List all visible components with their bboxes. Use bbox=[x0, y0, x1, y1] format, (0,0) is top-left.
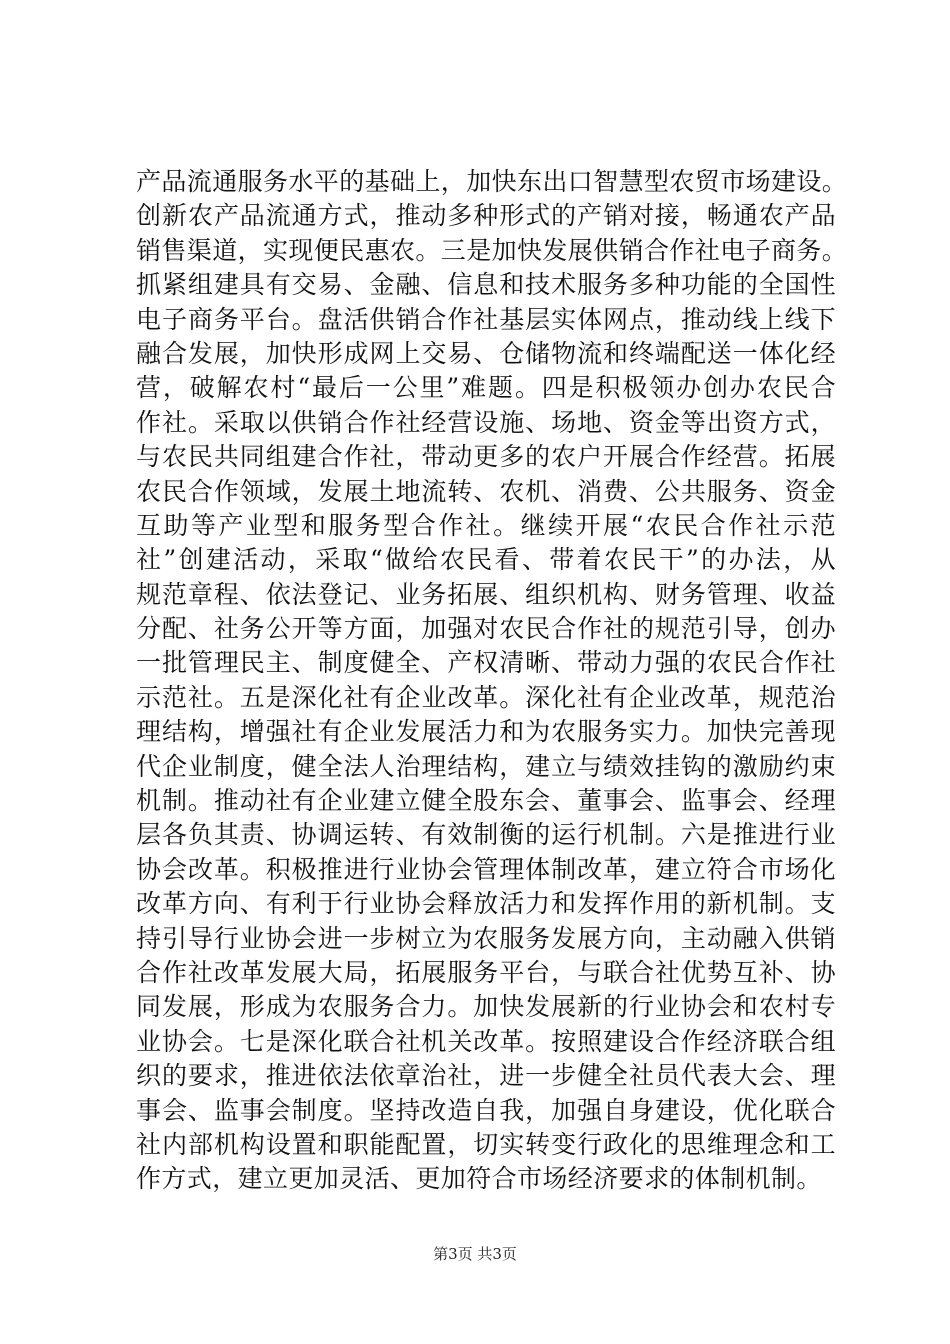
body-paragraph bbox=[136, 165, 848, 1197]
text-line-3: 销售渠道，实现便民惠农。三是加快发展供销合作社电子商务。 bbox=[136, 235, 848, 265]
text-line-14: 分配、社务公开等方面，加强对农民合作社的规范引导，创办 bbox=[136, 614, 836, 644]
text-line-7: 营，破解农村“最后一公里”难题。四是积极领办创办农民合 bbox=[136, 373, 836, 403]
text-line-16: 示范社。五是深化社有企业改革。深化社有企业改革，规范治 bbox=[136, 682, 836, 712]
text-line-15: 一批管理民主、制度健全、产权清晰、带动力强的农民合作社 bbox=[136, 648, 836, 678]
text-line-23: 持引导行业协会进一步树立为农服务发展方向，主动融入供销 bbox=[136, 923, 836, 953]
text-line-28: 事会、监事会制度。坚持改造自我，加强自身建设，优化联合 bbox=[136, 1095, 836, 1125]
text-line-13: 规范章程、依法登记、业务拓展、组织机构、财务管理、收益 bbox=[136, 579, 836, 609]
text-line-19: 机制。推动社有企业建立健全股东会、董事会、监事会、经理 bbox=[136, 786, 836, 816]
text-line-12: 社”创建活动，采取“做给农民看、带着农民干”的办法，从 bbox=[136, 545, 836, 575]
text-line-26: 业协会。七是深化联合社机关改革。按照建设合作经济联合组 bbox=[136, 1026, 836, 1056]
text-line-21: 协会改革。积极推进行业协会管理体制改革，建立符合市场化 bbox=[136, 854, 836, 884]
text-line-17: 理结构，增强社有企业发展活力和为农服务实力。加快完善现 bbox=[136, 717, 836, 747]
text-line-27: 织的要求，推进依法依章治社，进一步健全社员代表大会、理 bbox=[136, 1061, 836, 1091]
text-line-2: 创新农产品流通方式，推动多种形式的产销对接，畅通农产品 bbox=[136, 201, 836, 231]
page-number-footer: 第3页 共3页 bbox=[433, 1245, 517, 1263]
text-line-30: 作方式，建立更加灵活、更加符合市场经济要求的体制机制。 bbox=[136, 1164, 822, 1194]
text-line-22: 改革方向、有利于行业协会释放活力和发挥作用的新机制。支 bbox=[136, 889, 836, 919]
text-line-29: 社内部机构设置和职能配置，切实转变行政化的思维理念和工 bbox=[136, 1129, 836, 1159]
text-line-20: 层各负其责、协调运转、有效制衡的运行机制。六是推进行业 bbox=[136, 820, 836, 850]
text-line-18: 代企业制度，健全法人治理结构，建立与绩效挂钩的激励约束 bbox=[136, 751, 836, 781]
text-line-25: 同发展，形成为农服务合力。加快发展新的行业协会和农村专 bbox=[136, 992, 836, 1022]
text-line-24: 合作社改革发展大局，拓展服务平台，与联合社优势互补、协 bbox=[136, 957, 836, 987]
text-line-5: 电子商务平台。盘活供销合作社基层实体网点，推动线上线下 bbox=[136, 304, 836, 334]
text-line-6: 融合发展，加快形成网上交易、仓储物流和终端配送一体化经 bbox=[136, 338, 836, 368]
text-line-1: 产品流通服务水平的基础上，加快东出口智慧型农贸市场建设。 bbox=[136, 167, 848, 196]
text-line-4: 抓紧组建具有交易、金融、信息和技术服务多种功能的全国性 bbox=[136, 270, 836, 300]
text-line-10: 农民合作领域，发展土地流转、农机、消费、公共服务、资金 bbox=[136, 476, 836, 506]
text-line-8: 作社。采取以供销合作社经营设施、场地、资金等出资方式， bbox=[136, 407, 836, 437]
text-line-9: 与农民共同组建合作社，带动更多的农户开展合作经营。拓展 bbox=[136, 442, 836, 472]
text-line-11: 互助等产业型和服务型合作社。继续开展“农民合作社示范 bbox=[136, 510, 836, 540]
